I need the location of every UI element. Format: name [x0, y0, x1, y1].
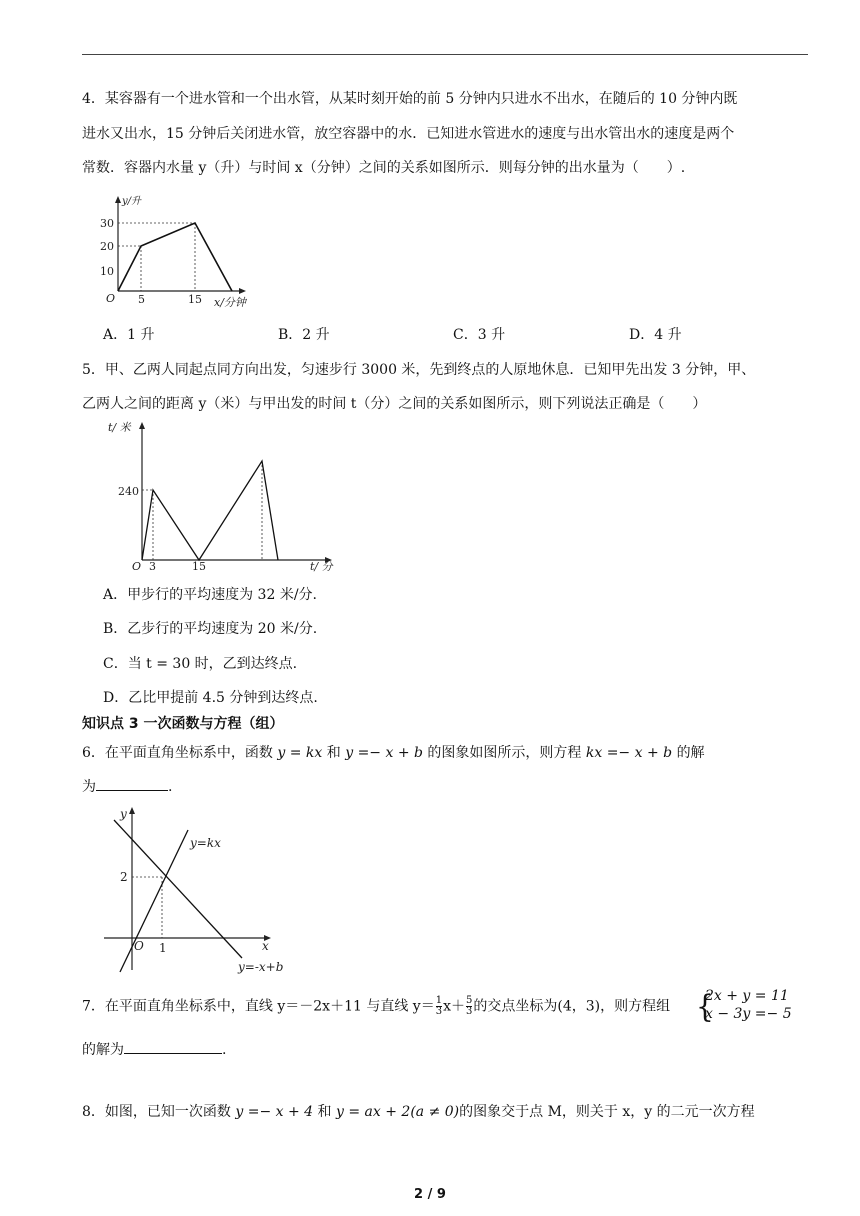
q7-prefix: 7．在平面直角坐标系中，直线 y＝－2x＋11 与直线 y＝	[82, 998, 435, 1015]
q4-xtick-15: 15	[188, 293, 202, 306]
q8-func-2: y = ax + 2(a ≠ 0)	[336, 1104, 460, 1120]
q4-option-d[interactable]: D．4 升	[629, 327, 682, 343]
q6-graph	[96, 800, 296, 980]
q5-y-arrow	[139, 422, 145, 429]
q5-origin: O	[132, 560, 142, 573]
q8-suffix: 的图象交于点 M，则关于 x，y 的二元一次方程	[459, 1104, 755, 1120]
q7-line-1	[82, 996, 670, 1017]
q7-line-2	[82, 1039, 226, 1060]
q6-line-neg-x-b	[114, 820, 242, 958]
q6-line-2: 为 .	[82, 776, 172, 797]
q4-option-c[interactable]: C．3 升	[453, 327, 506, 343]
q4-x-arrow	[239, 288, 246, 294]
q7-fraction-2: $\frac{5}{3}$	[465, 995, 473, 1017]
q6-origin: O	[134, 939, 144, 953]
q7-mid: x＋	[443, 998, 465, 1015]
q6-prefix: 6．在平面直角坐标系中，函数	[82, 745, 273, 761]
q4-ytick-20: 20	[100, 240, 114, 253]
q7-equation-1: 2x + y = 11	[705, 988, 789, 1004]
q4-option-a[interactable]: A．1 升	[103, 327, 155, 343]
q7-suffix: 的交点坐标为(4，3)，则方程组	[473, 998, 671, 1015]
q4-y-arrow	[115, 196, 121, 203]
q7-equation-system	[705, 987, 792, 1023]
q4-y-label: y/升	[122, 196, 142, 207]
q4-line-2: 进水又出水，15 分钟后关闭进水管，放空容器中的水．已知进水管进水的速度与出水管出水的速度是两个	[82, 126, 735, 142]
q4-line-1: 4．某容器有一个进水管和一个出水管，从某时刻开始的前 5 分钟内只进水不出水，在随后的 10 分钟内既	[82, 91, 738, 107]
q5-x-label: t/ 分	[310, 560, 333, 573]
q6-mid-2: 的图象如图所示，则方程	[427, 745, 582, 761]
q5-distance-line	[142, 461, 278, 560]
q4-ytick-10: 10	[100, 265, 114, 278]
q6-ytick-2: 2	[120, 870, 128, 884]
q7-line2-end: .	[222, 1042, 227, 1058]
q6-answer-blank[interactable]	[96, 776, 168, 791]
q6-func-2: y =− x + b	[345, 745, 423, 761]
q6-equation: kx =− x + b	[585, 745, 673, 761]
q5-graph	[102, 417, 352, 577]
q5-option-a[interactable]: A．甲步行的平均速度为 32 米/分.	[103, 587, 317, 603]
q5-line-2: 乙两人之间的距离 y（米）与甲出发的时间 t（分）之间的关系如图所示，则下列说法正确是（ ）	[82, 396, 707, 412]
q5-option-b[interactable]: B．乙步行的平均速度为 20 米/分.	[103, 621, 318, 637]
q5-ytick-240: 240	[118, 485, 139, 498]
q6-func-1: y = kx	[277, 745, 323, 761]
q5-xtick-15: 15	[192, 560, 206, 573]
q7-equation-2: x − 3y =− 5	[705, 1006, 792, 1022]
q4-xtick-5: 5	[138, 293, 145, 306]
q8-mid: 和	[317, 1104, 332, 1120]
q4-x-label: x/分钟	[214, 296, 246, 309]
q7-answer-blank[interactable]	[124, 1039, 222, 1054]
header-rule	[82, 54, 808, 55]
q6-y-arrow	[129, 807, 135, 814]
page-number: 2 / 9	[414, 1187, 446, 1202]
q6-y-label: y	[120, 807, 127, 821]
q5-y-label: t/ 米	[108, 421, 131, 434]
q6-line-kx	[120, 830, 188, 972]
q4-graph	[92, 192, 272, 312]
q6-line2-prefix: 为	[82, 779, 96, 795]
q6-line-1	[82, 743, 705, 763]
q4-line-3: 常数．容器内水量 y（升）与时间 x（分钟）之间的关系如图所示．则每分钟的出水量为（ ）.	[82, 160, 686, 176]
q7-system-brace: {	[696, 988, 714, 1025]
q4-option-b[interactable]: B．2 升	[278, 327, 330, 343]
q6-suffix: 的解	[676, 745, 705, 761]
q4-water-line	[118, 223, 232, 291]
q4-origin: O	[106, 292, 116, 305]
q6-xtick-1: 1	[159, 941, 167, 955]
q6-label-kx: y=kx	[190, 836, 221, 850]
section-heading: 知识点 3 一次函数与方程（组）	[82, 716, 284, 732]
q6-mid: 和	[326, 745, 341, 761]
q6-label-neg-x-b: y=-x+b	[238, 960, 284, 974]
q5-xtick-3: 3	[149, 560, 156, 573]
q6-x-label: x	[262, 939, 269, 953]
q7-fraction-1: $\frac{1}{3}$	[435, 995, 443, 1017]
q4-ytick-30: 30	[100, 217, 114, 230]
q7-line2-prefix: 的解为	[82, 1042, 124, 1058]
q8-func-1: y =− x + 4	[235, 1104, 314, 1120]
q5-line-1: 5．甲、乙两人同起点同方向出发，匀速步行 3000 米，先到终点的人原地休息．已知甲先出发 3 分钟，甲、	[82, 362, 756, 378]
q5-option-c[interactable]: C．当 t = 30 时，乙到达终点.	[103, 656, 298, 672]
q5-option-d[interactable]: D．乙比甲提前 4.5 分钟到达终点.	[103, 690, 318, 706]
q8-line-1	[82, 1102, 755, 1122]
q8-prefix: 8．如图，已知一次函数	[82, 1104, 231, 1120]
